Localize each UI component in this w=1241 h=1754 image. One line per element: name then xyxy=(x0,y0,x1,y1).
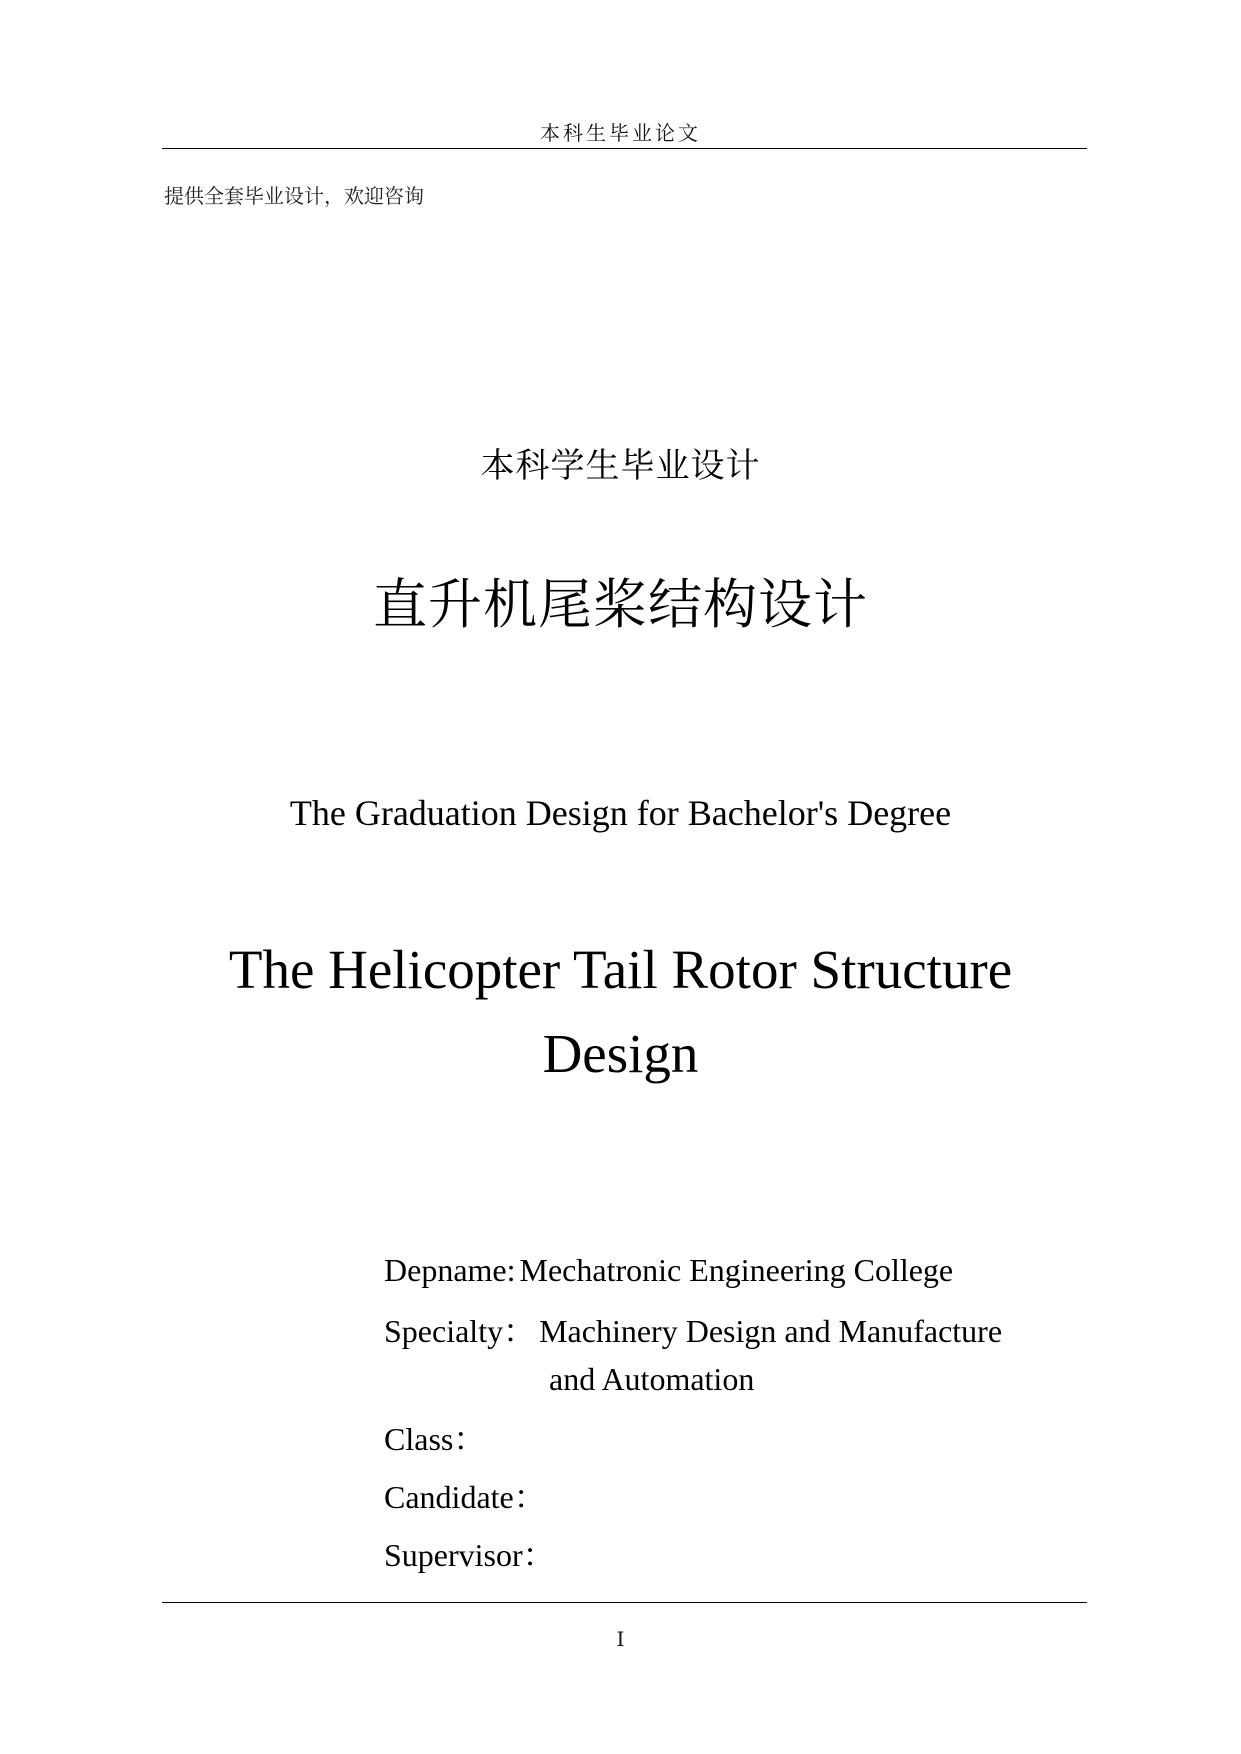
specialty-line xyxy=(384,1306,1002,1352)
cover-title-cn: 直升机尾桨结构设计 xyxy=(373,573,868,636)
promo-note: 提供全套毕业设计，欢迎咨询 xyxy=(164,184,424,208)
header-rule xyxy=(162,148,1087,149)
department-value: Mechatronic Engineering College xyxy=(519,1252,954,1288)
department-label: Depname: xyxy=(384,1252,516,1288)
specialty-value-continued: and Automation xyxy=(549,1361,755,1397)
department-line xyxy=(384,1252,953,1289)
supervisor-label: Supervisor： xyxy=(384,1537,555,1573)
candidate-label: Candidate： xyxy=(384,1479,546,1515)
cover-subtitle-en: The Graduation Design for Bachelor's Degree xyxy=(289,793,952,833)
running-header: 本科生毕业论文 xyxy=(540,121,701,145)
specialty-value: Machinery Design and Manufacture xyxy=(539,1313,1003,1349)
cover-title-en: The Helicopter Tail Rotor Structure Design xyxy=(228,939,1013,1084)
cover-subtitle-cn: 本科学生毕业设计 xyxy=(480,446,761,486)
footer-rule xyxy=(162,1602,1087,1603)
page-number: I xyxy=(616,1627,625,1651)
class-label: Class： xyxy=(384,1421,486,1457)
specialty-label: Specialty： xyxy=(384,1313,536,1349)
